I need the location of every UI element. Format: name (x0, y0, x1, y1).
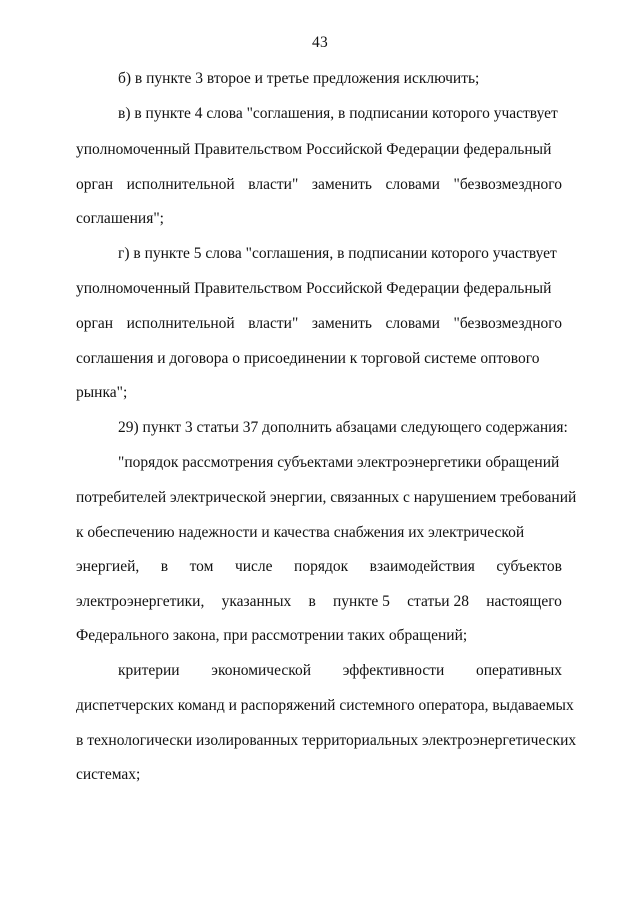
paragraph-line-justified (118, 662, 562, 680)
word: в (308, 593, 316, 610)
word: "безвозмездного (453, 176, 562, 193)
paragraph-line: рынка"; (76, 384, 128, 401)
word: орган (76, 176, 114, 193)
word: настоящего (486, 593, 562, 610)
word: экономической (211, 662, 312, 679)
paragraph-line: "порядок рассмотрения субъектами электроэнергетики обращений (118, 454, 560, 471)
word: субъектов (496, 558, 562, 575)
paragraph-line: уполномоченный Правительством Российской Федерации федеральный (76, 141, 552, 158)
word: электроэнергетики, (76, 593, 205, 610)
word: пункте 5 (332, 593, 390, 610)
word: орган (76, 315, 114, 332)
word: том (189, 558, 214, 575)
word: власти" (248, 315, 299, 332)
word: исполнительной (126, 176, 235, 193)
page-number: 43 (311, 34, 329, 51)
paragraph-line-justified (76, 176, 562, 194)
paragraph-line: г) в пункте 5 слова "соглашения, в подписании которого участвует (118, 245, 557, 262)
paragraph-line: системах; (76, 766, 141, 783)
word: словами (385, 176, 440, 193)
word: критерии (118, 662, 180, 679)
paragraph-line: уполномоченный Правительством Российской Федерации федеральный (76, 280, 552, 297)
word: оперативных (476, 662, 562, 679)
word: эффективности (342, 662, 445, 679)
word: энергией, (76, 558, 140, 575)
paragraph-line-justified (76, 593, 562, 611)
word: указанных (221, 593, 292, 610)
word: "безвозмездного (453, 315, 562, 332)
word: исполнительной (126, 315, 235, 332)
paragraph-line: диспетчерских команд и распоряжений системного оператора, выдаваемых (76, 697, 574, 714)
paragraph-line: Федерального закона, при рассмотрении таких обращений; (76, 627, 468, 644)
paragraph-line: к обеспечению надежности и качества снабжения их электрической (76, 524, 525, 541)
paragraph-line: соглашения"; (76, 210, 164, 227)
paragraph-line: в технологически изолированных территориальных электроэнергетических (76, 732, 577, 749)
paragraph-line: 29) пункт 3 статьи 37 дополнить абзацами следующего содержания: (118, 419, 568, 436)
word: словами (385, 315, 440, 332)
word: заменить (311, 315, 372, 332)
paragraph-line: потребителей электрической энергии, связанных с нарушением требований (76, 489, 577, 506)
word: порядок (294, 558, 349, 575)
paragraph-line: в) в пункте 4 слова "соглашения, в подписании которого участвует (118, 105, 558, 122)
word: заменить (311, 176, 372, 193)
word: власти" (248, 176, 299, 193)
word: статьи 28 (407, 593, 469, 610)
paragraph-line: соглашения и договора о присоединении к торговой системе оптового (76, 350, 540, 367)
paragraph-line-justified (76, 558, 562, 576)
word: взаимодействия (369, 558, 475, 575)
word: в (160, 558, 169, 575)
paragraph-line: б) в пункте 3 второе и третье предложения исключить; (118, 70, 480, 87)
word: числе (234, 558, 273, 575)
paragraph-line-justified (76, 315, 562, 333)
